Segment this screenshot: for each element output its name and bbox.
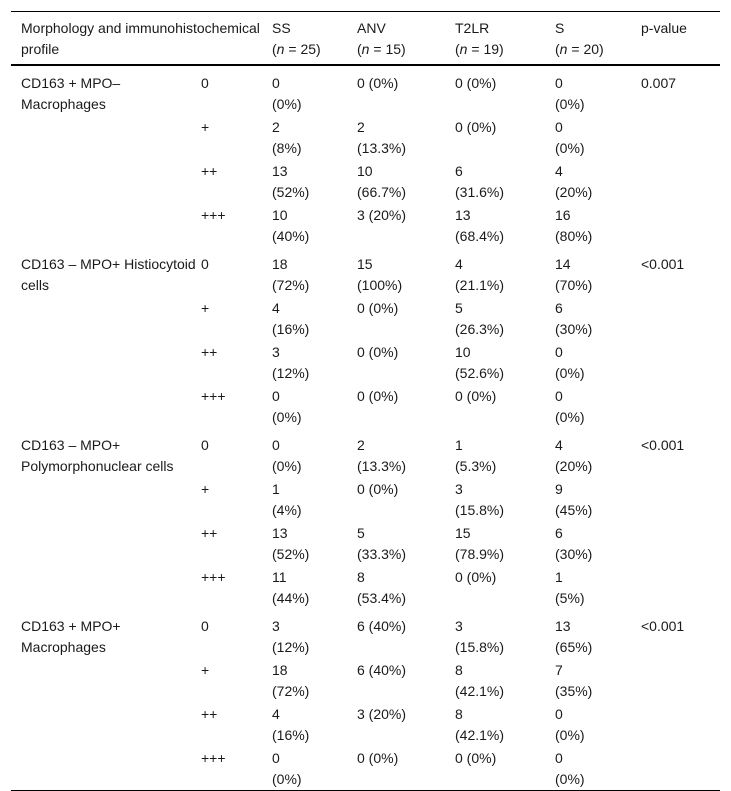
value-line: (0%) — [272, 409, 302, 425]
group-label: CD163 + MPO+ Macrophages — [21, 618, 121, 655]
value-cell-s — [555, 616, 592, 658]
value-line: (5%) — [555, 590, 585, 606]
value-cell-ss — [272, 523, 309, 565]
table-row — [11, 296, 720, 340]
value-line: (15.8%) — [455, 639, 505, 655]
value-cell-anv — [357, 616, 406, 637]
grade-cell: ++ — [201, 344, 218, 360]
value-line: (78.9%) — [455, 546, 505, 562]
table-row — [11, 66, 720, 115]
value-line: 18 — [272, 662, 288, 678]
value-cell-ss — [272, 205, 309, 247]
value-line: 8 — [455, 706, 463, 722]
value-cell-anv — [357, 161, 406, 203]
value-line: 6 — [455, 163, 463, 179]
value-line: (40%) — [272, 228, 310, 244]
value-cell-s — [555, 704, 585, 746]
grade-cell: +++ — [201, 750, 226, 766]
value-cell-anv — [357, 73, 398, 94]
value-line: (20%) — [555, 184, 593, 200]
n-value: 20 — [583, 41, 600, 57]
value-cell-s — [555, 117, 585, 159]
header-col-name: SS — [272, 20, 291, 36]
group-pvalue: <0.001 — [641, 256, 685, 272]
value-line: 0 (0%) — [357, 75, 399, 91]
value-cell-t2lr — [455, 161, 504, 203]
value-line: 4 — [555, 163, 563, 179]
value-line: (30%) — [555, 321, 593, 337]
value-cell-anv — [357, 254, 402, 296]
n-value: 15 — [385, 41, 402, 57]
value-line: 18 — [272, 256, 288, 272]
value-cell-ss — [272, 748, 302, 790]
value-cell-ss — [272, 386, 302, 428]
value-line: (72%) — [272, 683, 310, 699]
value-line: 4 — [555, 437, 563, 453]
value-line: 2 — [272, 119, 280, 135]
value-line: 0 — [555, 75, 563, 91]
value-cell-ss — [272, 298, 309, 340]
value-cell-anv — [357, 660, 406, 681]
value-line: (12%) — [272, 365, 310, 381]
value-line: 16 — [555, 207, 571, 223]
value-cell-anv — [357, 479, 398, 500]
value-line: 2 — [357, 437, 365, 453]
value-line: 4 — [272, 300, 280, 316]
value-line: 0 — [555, 388, 563, 404]
header-col-t2lr — [455, 18, 504, 60]
value-line: 0 (0%) — [455, 388, 497, 404]
group-label: CD163 – MPO+ Histiocytoid cells — [21, 256, 196, 293]
table-row — [11, 609, 720, 658]
value-cell-s — [555, 748, 585, 790]
value-line: 1 — [555, 569, 563, 585]
value-line: 7 — [555, 662, 563, 678]
value-line: 0 (0%) — [357, 300, 399, 316]
grade-cell: 0 — [201, 75, 209, 91]
value-line: (33.3%) — [357, 546, 407, 562]
value-line: (52%) — [272, 546, 310, 562]
value-line: (68.4%) — [455, 228, 505, 244]
value-cell-t2lr — [455, 298, 504, 340]
table-row — [11, 746, 720, 790]
value-cell-t2lr — [455, 205, 504, 247]
header-col-name: ANV — [357, 20, 386, 36]
group-pvalue: <0.001 — [641, 437, 685, 453]
value-line: (31.6%) — [455, 184, 505, 200]
value-line: (0%) — [555, 96, 585, 112]
value-cell-t2lr — [455, 660, 504, 702]
value-line: 6 (40%) — [357, 662, 407, 678]
n-symbol: n — [459, 41, 468, 57]
header-pvalue: p-value — [641, 20, 687, 36]
value-cell-ss — [272, 479, 302, 521]
value-cell-t2lr — [455, 254, 504, 296]
value-cell-ss — [272, 567, 309, 609]
value-line: 0 (0%) — [455, 119, 497, 135]
value-cell-t2lr — [455, 748, 496, 769]
value-cell-ss — [272, 435, 302, 477]
grade-cell: ++ — [201, 706, 218, 722]
value-line: 0 — [555, 119, 563, 135]
value-line: 8 — [455, 662, 463, 678]
value-line: 0 — [272, 75, 280, 91]
value-line: 0 (0%) — [357, 388, 399, 404]
value-line: (0%) — [555, 727, 585, 743]
value-line: 0 (0%) — [455, 569, 497, 585]
group-label: CD163 + MPO– Macrophages — [21, 75, 121, 112]
table-row — [11, 565, 720, 609]
value-cell-t2lr — [455, 342, 504, 384]
table-row — [11, 115, 720, 159]
table-header — [11, 12, 720, 66]
n-symbol: n — [559, 41, 568, 57]
value-line: (8%) — [272, 140, 302, 156]
value-cell-anv — [357, 298, 398, 319]
value-cell-t2lr — [455, 567, 496, 588]
table-group — [11, 428, 720, 609]
table-row — [11, 247, 720, 296]
table-row — [11, 658, 720, 702]
value-line: 2 — [357, 119, 365, 135]
value-line: (0%) — [555, 365, 585, 381]
value-cell-ss — [272, 704, 309, 746]
value-cell-anv — [357, 386, 398, 407]
value-line: 0 (0%) — [455, 75, 497, 91]
grade-cell: ++ — [201, 525, 218, 541]
value-cell-ss — [272, 616, 309, 658]
table-row — [11, 384, 720, 428]
value-line: (13.3%) — [357, 458, 407, 474]
grade-cell: 0 — [201, 437, 209, 453]
value-cell-t2lr — [455, 117, 496, 138]
value-line: 6 (40%) — [357, 618, 407, 634]
value-line: 4 — [455, 256, 463, 272]
table-row — [11, 340, 720, 384]
value-cell-t2lr — [455, 386, 496, 407]
value-line: (70%) — [555, 277, 593, 293]
value-line: 0 (0%) — [357, 481, 399, 497]
value-line: (16%) — [272, 321, 310, 337]
value-line: (80%) — [555, 228, 593, 244]
n-symbol: n — [361, 41, 370, 57]
value-line: 3 — [272, 618, 280, 634]
value-line: (20%) — [555, 458, 593, 474]
value-line: (0%) — [555, 140, 585, 156]
value-line: (42.1%) — [455, 727, 505, 743]
value-cell-s — [555, 386, 585, 428]
grade-cell: +++ — [201, 388, 226, 404]
value-line: (42.1%) — [455, 683, 505, 699]
table-row — [11, 521, 720, 565]
value-cell-s — [555, 254, 592, 296]
value-line: 3 — [272, 344, 280, 360]
value-line: (15.8%) — [455, 502, 505, 518]
value-cell-s — [555, 205, 592, 247]
table-row — [11, 477, 720, 521]
grade-cell: ++ — [201, 163, 218, 179]
value-cell-anv — [357, 704, 406, 725]
value-line: (0%) — [272, 458, 302, 474]
value-cell-t2lr — [455, 479, 504, 521]
grade-cell: 0 — [201, 256, 209, 272]
value-line: (52%) — [272, 184, 310, 200]
grade-cell: + — [201, 300, 210, 316]
value-cell-ss — [272, 161, 309, 203]
value-line: (52.6%) — [455, 365, 505, 381]
value-line: (44%) — [272, 590, 310, 606]
header-col-name: S — [555, 20, 565, 36]
value-cell-ss — [272, 254, 309, 296]
value-cell-ss — [272, 117, 302, 159]
value-line: 13 — [455, 207, 471, 223]
table-row — [11, 702, 720, 746]
n-value: 25 — [300, 41, 317, 57]
value-line: 1 — [455, 437, 463, 453]
value-line: 3 (20%) — [357, 706, 407, 722]
grade-cell: + — [201, 662, 210, 678]
value-line: 8 — [357, 569, 365, 585]
table-row — [11, 203, 720, 247]
value-cell-s — [555, 523, 592, 565]
table-group — [11, 66, 720, 247]
value-line: 9 — [555, 481, 563, 497]
value-line: 0 (0%) — [357, 750, 399, 766]
value-line: 3 — [455, 481, 463, 497]
table-group — [11, 609, 720, 790]
value-cell-anv — [357, 117, 406, 159]
value-cell-anv — [357, 567, 406, 609]
group-pvalue: 0.007 — [641, 75, 677, 91]
grade-cell: +++ — [201, 569, 226, 585]
value-line: (0%) — [555, 771, 585, 787]
value-cell-s — [555, 660, 592, 702]
header-col-count: (n = 25) — [272, 41, 321, 57]
value-line: (100%) — [357, 277, 403, 293]
value-line: 13 — [272, 163, 288, 179]
grade-cell: + — [201, 481, 210, 497]
value-line: 0 (0%) — [455, 750, 497, 766]
results-table — [11, 11, 720, 791]
header-morphology: Morphology and immunohistochemical profile — [21, 20, 260, 57]
header-col-anv — [357, 18, 406, 60]
value-cell-t2lr — [455, 73, 496, 94]
value-cell-anv — [357, 435, 406, 477]
value-cell-t2lr — [455, 704, 504, 746]
value-line: 13 — [272, 525, 288, 541]
value-cell-t2lr — [455, 616, 504, 658]
table-group — [11, 247, 720, 428]
n-value: 19 — [483, 41, 500, 57]
value-line: (0%) — [272, 771, 302, 787]
value-cell-s — [555, 161, 592, 203]
table-row — [11, 159, 720, 203]
value-line: 10 — [357, 163, 373, 179]
value-cell-t2lr — [455, 523, 504, 565]
value-cell-ss — [272, 73, 302, 115]
value-line: 10 — [455, 344, 471, 360]
value-line: (0%) — [555, 409, 585, 425]
value-line: 15 — [455, 525, 471, 541]
value-line: 4 — [272, 706, 280, 722]
value-cell-s — [555, 479, 592, 521]
value-line: 0 — [272, 388, 280, 404]
value-cell-anv — [357, 523, 406, 565]
value-cell-t2lr — [455, 435, 496, 477]
value-line: 0 — [555, 750, 563, 766]
value-line: 6 — [555, 525, 563, 541]
value-line: 6 — [555, 300, 563, 316]
value-cell-anv — [357, 205, 406, 226]
value-line: 3 (20%) — [357, 207, 407, 223]
value-cell-s — [555, 435, 592, 477]
value-line: (72%) — [272, 277, 310, 293]
value-line: (65%) — [555, 639, 593, 655]
group-pvalue: <0.001 — [641, 618, 685, 634]
grade-cell: + — [201, 119, 210, 135]
value-line: 13 — [555, 618, 571, 634]
value-line: 0 — [555, 344, 563, 360]
table-row — [11, 428, 720, 477]
value-line: 10 — [272, 207, 288, 223]
header-col-count: (n = 15) — [357, 41, 406, 57]
header-col-ss — [272, 18, 321, 60]
value-cell-anv — [357, 748, 398, 769]
table-body — [11, 66, 720, 790]
value-cell-s — [555, 73, 585, 115]
grade-cell: +++ — [201, 207, 226, 223]
header-col-s — [555, 18, 604, 60]
value-line: (0%) — [272, 96, 302, 112]
value-line: (53.4%) — [357, 590, 407, 606]
value-line: 11 — [272, 569, 287, 585]
value-cell-s — [555, 298, 592, 340]
value-line: 0 — [555, 706, 563, 722]
value-line: (66.7%) — [357, 184, 407, 200]
header-col-count: (n = 20) — [555, 41, 604, 57]
value-line: 15 — [357, 256, 373, 272]
value-cell-s — [555, 342, 585, 384]
value-line: 5 — [455, 300, 463, 316]
value-cell-ss — [272, 660, 309, 702]
value-line: (21.1%) — [455, 277, 505, 293]
value-line: (5.3%) — [455, 458, 497, 474]
value-line: (13.3%) — [357, 140, 407, 156]
value-line: (26.3%) — [455, 321, 505, 337]
value-cell-s — [555, 567, 585, 609]
value-line: 3 — [455, 618, 463, 634]
grade-cell: 0 — [201, 618, 209, 634]
value-line: 0 — [272, 437, 280, 453]
value-line: 14 — [555, 256, 571, 272]
value-line: 0 (0%) — [357, 344, 399, 360]
value-line: (35%) — [555, 683, 593, 699]
value-line: (12%) — [272, 639, 310, 655]
header-col-count: (n = 19) — [455, 41, 504, 57]
value-cell-anv — [357, 342, 398, 363]
value-line: 0 — [272, 750, 280, 766]
value-cell-ss — [272, 342, 309, 384]
group-label: CD163 – MPO+ Polymorphonuclear cells — [21, 437, 174, 474]
value-line: (16%) — [272, 727, 310, 743]
value-line: (30%) — [555, 546, 593, 562]
value-line: 1 — [272, 481, 280, 497]
n-symbol: n — [276, 41, 285, 57]
value-line: (4%) — [272, 502, 302, 518]
header-col-name: T2LR — [455, 20, 490, 36]
value-line: 5 — [357, 525, 365, 541]
value-line: (45%) — [555, 502, 593, 518]
